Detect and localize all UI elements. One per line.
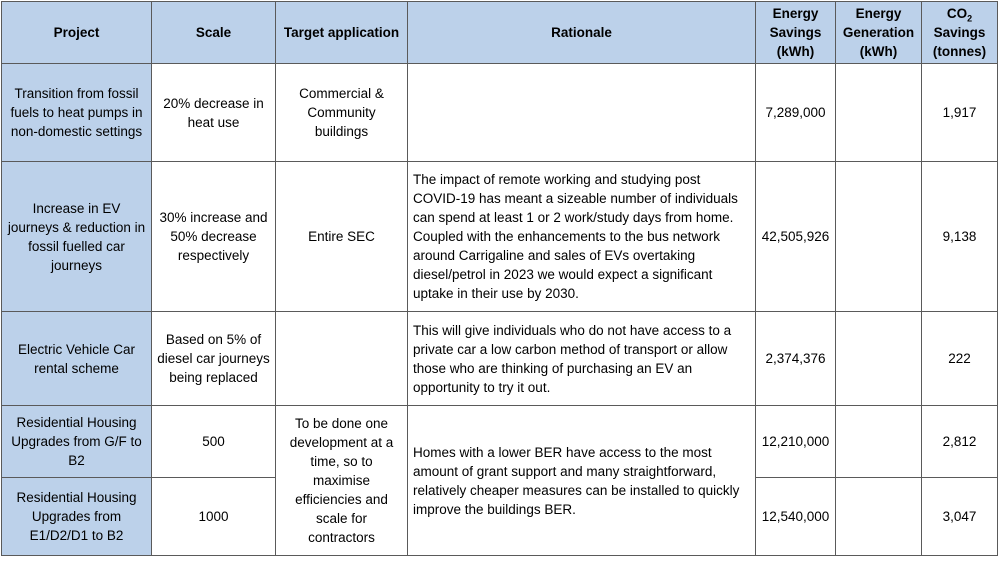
table-row [2, 64, 998, 162]
scale-cell: 1000 [152, 478, 276, 556]
scale-cell: 30% increase and 50% decrease respectively [152, 162, 276, 312]
scale-cell: 20% decrease in heat use [152, 64, 276, 162]
energy-savings-cell: 7,289,000 [756, 64, 836, 162]
rationale-cell: This will give individuals who do not have access to a private car a low carbon method of transport or allow those who are thinking of purchasing an EV an opportunity to try it out. [408, 312, 756, 406]
project-cell: Transition from fossil fuels to heat pumps in non-domestic settings [2, 64, 152, 162]
project-cell: Electric Vehicle Car rental scheme [2, 312, 152, 406]
energy-savings-cell: 12,210,000 [756, 406, 836, 478]
header-energy-generation: Energy Generation (kWh) [836, 2, 922, 64]
table-header-row [2, 2, 998, 64]
rationale-cell [408, 64, 756, 162]
co2-savings-cell: 3,047 [922, 478, 998, 556]
rationale-cell: Homes with a lower BER have access to the most amount of grant support and many straightforward, relatively cheaper measures can be installed to quickly improve the buildings BER. [408, 406, 756, 556]
header-rationale: Rationale [408, 2, 756, 64]
co2-savings-label: Savings (tonnes) [932, 25, 987, 59]
energy-savings-cell: 42,505,926 [756, 162, 836, 312]
project-cell: Increase in EV journeys & reduction in fossil fuelled car journeys [2, 162, 152, 312]
energy-generation-cell [836, 162, 922, 312]
scale-cell: Based on 5% of diesel car journeys being replaced [152, 312, 276, 406]
target-cell: Entire SEC [276, 162, 408, 312]
co2-savings-cell: 222 [922, 312, 998, 406]
header-target-application: Target application [276, 2, 408, 64]
energy-savings-cell: 2,374,376 [756, 312, 836, 406]
energy-savings-cell: 12,540,000 [756, 478, 836, 556]
energy-generation-cell [836, 64, 922, 162]
co2-savings-cell: 9,138 [922, 162, 998, 312]
co2-label: CO [946, 6, 968, 21]
energy-generation-cell [836, 406, 922, 478]
energy-projects-table [1, 1, 998, 556]
rationale-cell: The impact of remote working and studying post COVID-19 has meant a sizeable number of individuals can spend at least 1 or 2 work/study days from home. Coupled with the enhancements to the bus network around Carrigaline and sales of EVs overtaking diesel/petrol in 2023 we would expect a significant uptake in their use by 2030. [408, 162, 756, 312]
header-energy-savings: Energy Savings (kWh) [756, 2, 836, 64]
target-cell: Commercial & Community buildings [276, 64, 408, 162]
target-cell [276, 312, 408, 406]
energy-generation-cell [836, 478, 922, 556]
scale-cell: 500 [152, 406, 276, 478]
co2-savings-cell: 1,917 [922, 64, 998, 162]
header-project: Project [2, 2, 152, 64]
project-cell: Residential Housing Upgrades from G/F to B2 [2, 406, 152, 478]
table-row [2, 312, 998, 406]
target-cell: To be done one development at a time, so to maximise efficiencies and scale for contractors [276, 406, 408, 556]
header-scale: Scale [152, 2, 276, 64]
header-co2-savings [922, 2, 998, 64]
co2-subscript: 2 [967, 13, 973, 24]
co2-savings-cell: 2,812 [922, 406, 998, 478]
table-row [2, 162, 998, 312]
project-cell: Residential Housing Upgrades from E1/D2/D1 to B2 [2, 478, 152, 556]
table-row [2, 406, 998, 478]
energy-generation-cell [836, 312, 922, 406]
